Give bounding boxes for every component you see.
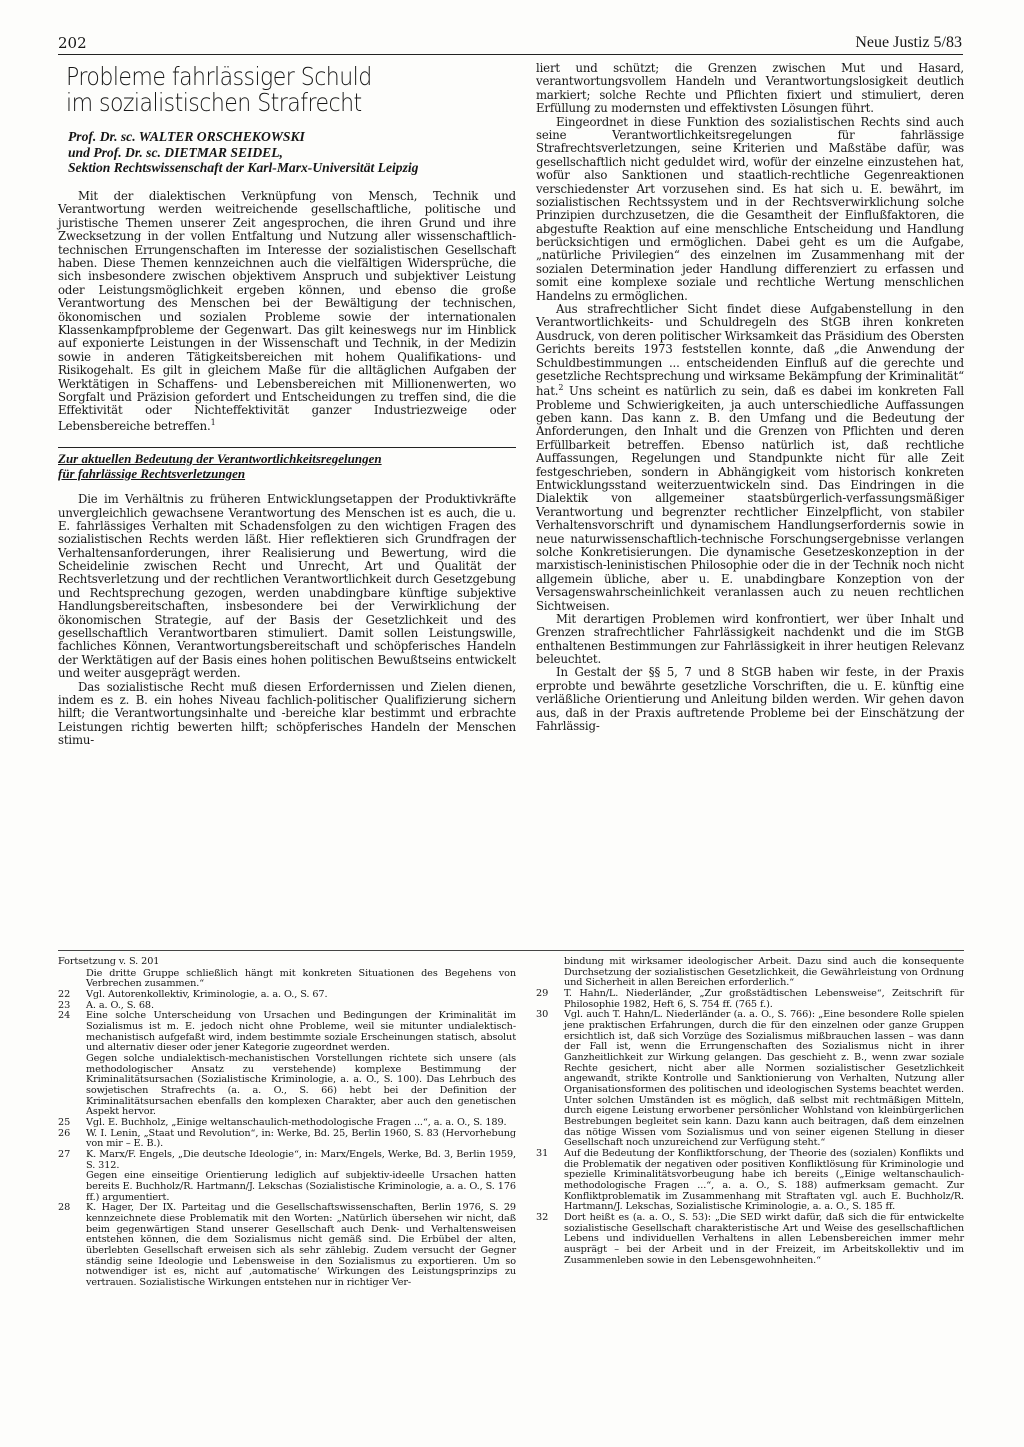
footnote-number: [58, 1171, 86, 1203]
title-line: im sozialistischen Strafrecht: [66, 87, 362, 117]
footnote-number: 26: [58, 1127, 71, 1139]
paragraph-text: Uns scheint es natürlich zu sein, daß es dabei im konkreten Fall Probleme und Schwierigkeiten, ja auch unterschiedliche Auffassungen geben kann. Das kann z. B. den Umfang und die Bedeutung der Anforderungen, den Inhalt und die Grenzen von Pflichten und deren Erfüllbarkeit betreffen. Ebenso natürlich ist, daß rechtliche Auffassungen, Regelungen und Standpunkte nicht für alle Zeit festgeschrieben, sondern in Abhängigkeit vom historisch konkreten Entwicklungsstand weiterzuentwickeln sind. Das Eindringen in die Dialektik von allgemeiner staatsbürgerlich-verfassungsmäßiger Verantwortung und begrenzter rechtlicher Einzelpflicht, von stabiler Verhaltensvorschrift und dynamischem Handlungserfordernis sowie in neue naturwissenschaftlich-technische Forschungsergebnisse verlangen solche Konkretisierungen. Die dynamische Gesetzeskonzeption in der marxistisch-leninistischen Philosophie oder die in der Technik noch nicht allgemein übliche, aber u. E. unabdingbare Konzeption von der Versagenswahrscheinlichkeit veranlassen auch zu neuen rechtlichen Sichtweisen.: [536, 384, 964, 613]
footnote-text: K. Marx/F. Engels, „Die deutsche Ideologie“, in: Marx/Engels, Werke, Bd. 3, Berlin 1959, S. 312.: [86, 1149, 516, 1171]
journal-issue: Neue Justiz 5/83: [855, 34, 962, 51]
footnote-text: Gegen eine einseitige Orientierung lediglich auf subjektiv-ideelle Ursachen hatten bereits E. Buchholz/R. Hartmann/J. Lekschas (Sozialistische Kriminologie, a. a. O., S. 176 ff.) argumentiert.: [86, 1170, 516, 1203]
author-block: [68, 129, 516, 175]
section-heading-line: für fahrlässige Rechtsverletzungen: [58, 465, 246, 481]
footnotes-left-column: [58, 957, 516, 1289]
footnote: [536, 1149, 964, 1213]
footnote-number: 22: [58, 989, 71, 1001]
footnote-text: W. I. Lenin, „Staat und Revolution“, in: Werke, Bd. 25, Berlin 1960, S. 83 (Hervorhebung von mir – E. B.).: [86, 1127, 516, 1150]
footnote-number: 32: [536, 1212, 549, 1224]
footnote-text: Gegen solche undialektisch-mechanistischen Vorstellungen richtete sich unsere (als methodologischer Ansatz zu verstehende) komplexe Bestimmung der Kriminalitätsursachen (Sozialistische Kriminologie, a. a. O., S. 100). Das Lehrbuch des sowjetischen Strafrechts (a. a. O., S. 66) hebt bei der Definition der Kriminalitätsursachen ebenfalls den komplexen Charakter, aber auch den genetischen Aspekt hervor.: [86, 1053, 516, 1118]
body-paragraph: In Gestalt der §§ 5, 7 und 8 StGB haben wir feste, in der Praxis erprobte und bewährte gesetzliche Vorschriften, die u. E. künftig eine verläßliche Orientierung und Anleitung bilden werden. Wir gehen davon aus, daß in der Praxis auftretende Probleme bei der Einschätzung der Fahrlässig-: [536, 665, 964, 734]
footnote: [58, 1054, 516, 1118]
footnote: [536, 1010, 964, 1149]
footnote-text: T. Hahn/L. Niederländer, „Zur großstädtischen Lebensweise“, Zeitschrift für Philosophie 1982, Heft 6, S. 754 ff. (765 f.).: [564, 988, 964, 1010]
footnote: [58, 1171, 516, 1203]
section-heading-line: Zur aktuellen Bedeutung der Verantwortlichkeitsregelungen: [58, 451, 382, 467]
footnote-text: Vgl. auch T. Hahn/L. Niederländer (a. a. O., S. 766): „Eine besondere Rolle spielen jene praktischen Erfahrungen, durch die für den einzelnen oder ganze Gruppen ersichtlich ist, daß sich Vorzüge des Sozialismus mißbrauchen lassen – was dann der Fall ist, wenn die Errungenschaften des Sozialismus nicht in ihrer Ganzheitlichkeit zur Wirkung gelangen. Das geschieht z. B., wenn zwar soziale Rechte gesichert, nicht aber alle Normen sozialistischer Gesetzlichkeit angewandt, strikte Kontrolle und Sanktionierung von Verhalten, Nutzung aller Organisationsformen des politischen und ideologischen Systems beachtet werden. Unter solchen Umständen ist es möglich, daß selbst mit rechtmäßigen Mitteln, durch eigene Leistung erworbener persönlicher Wohlstand von kleinbürgerlichen Bestrebungen begleitet sein kann. Dazu kann auch beitragen, daß dem einzelnen das nötige Wissen vom Sozialismus und von seiner eigenen Stellung in dieser Gesellschaft noch unzureichend zur Verfügung steht.“: [564, 1009, 964, 1149]
right-column: [536, 62, 964, 733]
footnote: [536, 957, 964, 989]
footnote-text: Auf die Bedeutung der Konfliktforschung, der Theorie des (sozialen) Konflikts und die Problematik der negativen oder positiven Konfliktlösung für Kriminologie und spezielle Kriminalitätsvorbeugung habe ich bereits („Einige weltanschaulich-methodologische Fragen ...“, a. a. O., S. 188) aufmerksam gemacht. Zur Konfliktproblematik im Zusammenhang mit Straftaten vgl. auch E. Buchholz/R. Hartmann/J. Lekschas, Sozialistische Kriminologie, a. a. O., S. 185 ff.: [564, 1148, 964, 1213]
author-name: und Prof. Dr. sc. DIETMAR SEIDEL,: [68, 144, 283, 160]
body-paragraph: Das sozialistische Recht muß diesen Erfordernissen und Zielen dienen, indem es z. B. ein hohes Niveau fachlich-politischer Qualifizierung sichern hilft; die Verantwortungsinhalte und -bereiche klar bestimmt und erbrachte Leistungen richtig bewerten hilft; schöpferisches Handeln der Menschen stimu-: [58, 679, 516, 748]
body-paragraph: [536, 303, 964, 613]
author-affiliation: Sektion Rechtswissenschaft der Karl-Marx-Universität Leipzig: [68, 159, 419, 175]
footnote-number: 23: [58, 999, 71, 1011]
footnote-number: 31: [536, 1148, 549, 1160]
title-line: Probleme fahrlässiger Schuld: [66, 62, 372, 91]
body-paragraph: Eingeordnet in diese Funktion des sozialistischen Rechts sind auch seine Verantwortlichkeitsregelungen für fahrlässige Strafrechtsverletzungen, seine Kriterien und Maßstäbe dafür, was gesellschaftlich nicht geduldet wird, wofür der einzelne einzustehen hat, wofür also Sanktionen und staatlich-rechtliche Gegenreaktionen verschiedenster Art vorzusehen sind. Es hat sich u. E. bewährt, im sozialistischen Rechtssystem und in der Rechtsverwirklichung solche Prinzipien durchzusetzen, die die Gesamtheit der Einflußfaktoren, die abgestufte Reaktion auf eine menschliche Entscheidung und Handlung berücksichtigen und ermöglichen. Dabei geht es um die Aufgabe, „natürliche Privilegien“ des einzelnen im Zusammenhang mit der sozialen Determination jeder Handlung differenziert zu erfassen und somit eine komplexe soziale und rechtliche Wertung menschlichen Handelns zu ermöglichen.: [536, 114, 964, 303]
author-name: Prof. Dr. sc. WALTER ORSCHEKOWSKI: [68, 129, 305, 145]
footnote-text: Vgl. E. Buchholz, „Einige weltanschaulich-methodologische Fragen ...“, a. a. O., S. 189.: [86, 1117, 507, 1129]
footnote-text: Eine solche Unterscheidung von Ursachen und Bedingungen der Kriminalität im Sozialismus ist m. E. jedoch nicht ohne Probleme, weil sie mitunter undialektisch-mechanistisch aufgefaßt wird, indem bestimmte soziale Erscheinungen statisch, absolut und alternativ dieser oder jener Kategorie zugeordnet werden.: [86, 1010, 516, 1054]
footnote-number: 25: [58, 1117, 71, 1129]
footnote-text: Fortsetzung v. S. 201: [58, 956, 160, 967]
intro-paragraph: [58, 190, 516, 433]
footnote-text: K. Hager, Der IX. Parteitag und die Gesellschaftswissenschaften, Berlin 1976, S. 29 kennzeichnete diese Problematik mit den Worten: „Natürlich übersehen wir nicht, daß beim gegenwärtigen Stand unserer Gesellschaft auch Denk- und Verhaltensweisen entstehen können, die dem Sozialismus nicht gemäß sind. Die Erbübel der alten, überlebten Gesellschaft erweisen sich als sehr zählebig. Zudem versucht der Gegner ständig seine Ideologie und Lebensweise in den Sozialismus zu exportieren. Um so notwendiger ist es, nicht auf ‚automatische‘ Wirkungen des Leistungsprinzips zu vertrauen. Sozialistische Wirkungen entstehen nur in richtiger Ver-: [86, 1202, 516, 1289]
footnote-text: A. a. O., S. 68.: [86, 999, 154, 1011]
section-heading: [58, 447, 516, 481]
body-paragraph: Die im Verhältnis zu früheren Entwicklungsetappen der Produktivkräfte unvergleichlich gewachsene Verantwortung des Menschen ist es auch, die u. E. fahrlässiges Verhalten mit Schadensfolgen zu den wichtigen Fragen des sozialistischen Rechts werden läßt. Hier reflektieren sich Grundfragen der Verhaltensanforderungen, ihrer Realisierung und Bewertung, wird die Scheidelinie zwischen Recht und Unrecht, Art und Qualität der Rechtsverletzung und der rechtlichen Verantwortlichkeit durch Gesetzgebung und Rechtsprechung gezogen, werden unabdingbare künftige subjektive Handlungsbereitschaften, insbesondere bei der Verwirklichung der ökonomischen Strategie, auf der Basis der Gesetzlichkeit und des gesellschaftlich Verantwortbaren stimuliert. Damit sollen Leistungswille, fachliches Können, Verantwortungsbereitschaft und schöpferisches Handeln der Werktätigen auf der Basis eines hohen politischen Bewußtseins entwickelt und weiter ausgeprägt werden.: [58, 492, 516, 681]
footnote: [536, 989, 964, 1010]
footnote-text: Die dritte Gruppe schließlich hängt mit konkreten Situationen des Begehens von Verbrechen zusammen.“: [86, 967, 516, 990]
footnote-number: [58, 1054, 86, 1118]
footnote-number: 28: [58, 1202, 71, 1214]
footnote-text: Dort heißt es (a. a. O., S. 53): „Die SED wirkt dafür, daß sich die für entwickelte sozialistische Gesellschaft charakteristische Art und Weise des gesellschaftlichen Lebens und individuellen Verhaltens in allen Lebensbereichen immer mehr ausprägt – bei der Arbeit und in der Freizeit, im Arbeitskollektiv und im Zusammenleben sowie in den Lebensgewohnheiten.“: [564, 1212, 964, 1266]
footnote-ref: 2: [558, 383, 564, 393]
body-paragraph: liert und schützt; die Grenzen zwischen Mut und Hasard, verantwortungsvollem Handeln und Verantwortungslosigkeit deutlich markiert; solche Rechte und Pflichten fixiert und stimuliert, deren Erfüllung zu modernsten und effektivsten Lösungen führt.: [536, 61, 964, 116]
footnote: [58, 1011, 516, 1054]
footnote-number: 24: [58, 1010, 71, 1022]
footnote: [58, 957, 516, 968]
paragraph-text: Aus strafrechtlicher Sicht findet diese Aufgabenstellung in den Verantwortlichkeits- und Schuldregeln des StGB ihren konkreten Ausdruck, von deren politischer Wirksamkeit das Präsidium des Obersten Gerichts bereits 1973 feststellen konnte, daß „die Anwendung der Schuldbestimmungen ... entscheidenden Einfluß auf die gerechte und gesetzliche Rechtsprechung und wirksame Bekämpfung der Kriminalität“ hat.: [536, 302, 964, 399]
body-paragraph: Mit derartigen Problemen wird konfrontiert, wer über Inhalt und Grenzen strafrechtlicher Fahrlässigkeit nachdenkt und die im StGB enthaltenen Bestimmungen zur Fahrlässigkeit in ihrer heutigen Relevanz beleuchtet.: [536, 611, 964, 667]
footnote: [58, 969, 516, 990]
footnote-text: bindung mit wirksamer ideologischer Arbeit. Dazu sind auch die konsequente Durchsetzung der sozialistischen Gesetzlichkeit, die Gewährleistung von Ordnung und Sicherheit in allen Bereichen erforderlich.“: [564, 956, 964, 989]
footnote: [58, 1129, 516, 1150]
footnote-ref: 1: [210, 417, 216, 427]
page-number: 202: [58, 34, 87, 52]
footnotes-section: [58, 950, 964, 1289]
footnotes-right-column: [536, 957, 964, 1266]
footnote-number: 27: [58, 1149, 71, 1161]
header-rule: [58, 54, 963, 55]
footnote-number: [58, 969, 86, 990]
article-title: [66, 64, 471, 115]
footnote-number: [536, 957, 564, 989]
intro-text: Mit der dialektischen Verknüpfung von Mensch, Technik und Verantwortung werden weitreichende gesellschaftliche, politische und juristische Themen unserer Zeit angesprochen, die ihren Grund und ihre Zwecksetzung in der vollen Entfaltung und Nutzung aller wissenschaftlich-technischen Errungenschaften im Interesse der sozialistischen Gesellschaft haben. Diese Themen kennzeichnen auch die vielfältigen Widersprüche, die sich insbesondere zwischen objektivem Anspruch und subjektiver Leistung oder Leistungsmöglichkeit ergeben können, und ebenso die große Verantwortung des Menschen bei der Bewältigung der technischen, ökonomischen und sozialen Probleme sowie der internationalen Klassenkampfprobleme der Gegenwart. Das gilt keineswegs nur im Hinblick auf exponierte Leistungen in der Wissenschaft und Technik, in der Medizin sowie in anderen Tätigkeitsbereichen mit hohem Qualifikations- und Risikogehalt. Es gilt in gleichem Maße für die alltäglichen Aufgaben der Werktätigen in Schaffens- und Lebensbereichen mit Millionenwerten, wo Sorgfalt und Präzision gefordert und Entscheidungen zu treffen sind, die die Effektivität oder Nichteffektivität ganzer Industriezweige oder Lebensbereiche betreffen.: [58, 189, 516, 433]
footnote: [58, 1203, 516, 1288]
footnote-number: 30: [536, 1009, 549, 1021]
footnote: [536, 1213, 964, 1266]
left-column: [58, 64, 516, 748]
footnote: [58, 1150, 516, 1171]
footnote-number: 29: [536, 988, 549, 1000]
footnote-text: Vgl. Autorenkollektiv, Kriminologie, a. a. O., S. 67.: [86, 989, 328, 1001]
